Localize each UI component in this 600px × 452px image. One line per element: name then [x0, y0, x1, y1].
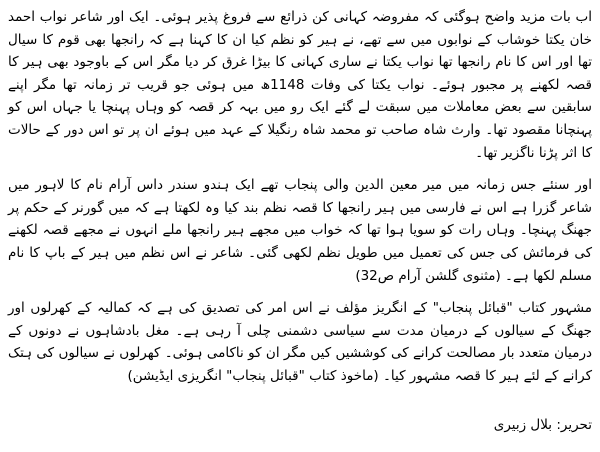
paragraph-2: اور سنئے جس زمانہ میں میر معین الدین والی پنجاب تھے ایک ہندو سندر داس آرام نام کا لاہور میں شاعر گزرا ہے اس نے فارسی میں ہیر رانجھا کا قصہ نظم بند کیا وہ لکھتا ہے کہ میں گورنر کے حکم پر جھنگ پہنچا۔ وہاں رات کو سویا ہوا تھا کہ خواب میں مجھے ہیر رانجھا ملے انہوں نے مجھے قصہ لکھنے کی فرمائش کی جس کی تعمیل میں طویل نظم لکھی گئی۔ شاعر نے اس نظم میں ہیر کے باپ کا نام مسلم لکھا ہے۔ (مثنوی گلشن آرام ص32) [8, 177, 592, 284]
paragraph-3: مشہور کتاب "قبائل پنجاب" کے انگریز مؤلف نے اس امر کی تصدیق کی ہے کہ کمالیہ کے کھرلوں اور جھنگ کے سیالوں کے درمیان مدت سے سیاسی دشمنی چلی آ رہی ہے۔ مغل بادشاہوں نے دونوں کے درمیان متعدد بار مصالحت کرانے کی کوششیں کیں مگر ان کو ناکامی ہوئی۔ کھرلوں نے سیالوں کی ہتک کرانے کے لئے ہیر کا قصہ مشہور کیا۔ (ماخوذ کتاب "قبائل پنجاب" انگریزی ایڈیشن) [8, 300, 592, 384]
author-byline: تحریر: بلال زبیری [493, 417, 592, 433]
paragraph-1: اب بات مزید واضح ہوگئی کہ مفروضہ کہانی کن ذرائع سے فروغ پذیر ہوئی۔ ایک اور شاعر نواب احمد خان یکتا خوشاب کے نوابوں میں سے تھے، نے ہیر کو نظم کیا ان کا کہنا ہے کہ رانجھا بھی قوم کا سیال تھا اور اس کا نام رانجھا تھا نواب یکتا نے ساری کہانی کا بیڑا غرق کر دیا مگر اس کے باوجود بھی ہیر کا قصہ لکھنے پر مجبور ہوئے۔ نواب یکتا کی وفات 1148ھ میں ہوئی جو قریب تر زمانہ تھا مگر اپنے سابقین سے بعض معاملات میں سبقت لے گئے ایک رو میں بہہ کر قصہ کو وہاں پہنچا یا جہاں اس کو پہنچانا مقصود تھا۔ وارث شاہ صاحب تو محمد شاہ رنگیلا کے عہد میں ہوئے ان پر تو اس دور کے حالات کا اثر پڑنا ناگزیر تھا۔ [8, 9, 593, 161]
